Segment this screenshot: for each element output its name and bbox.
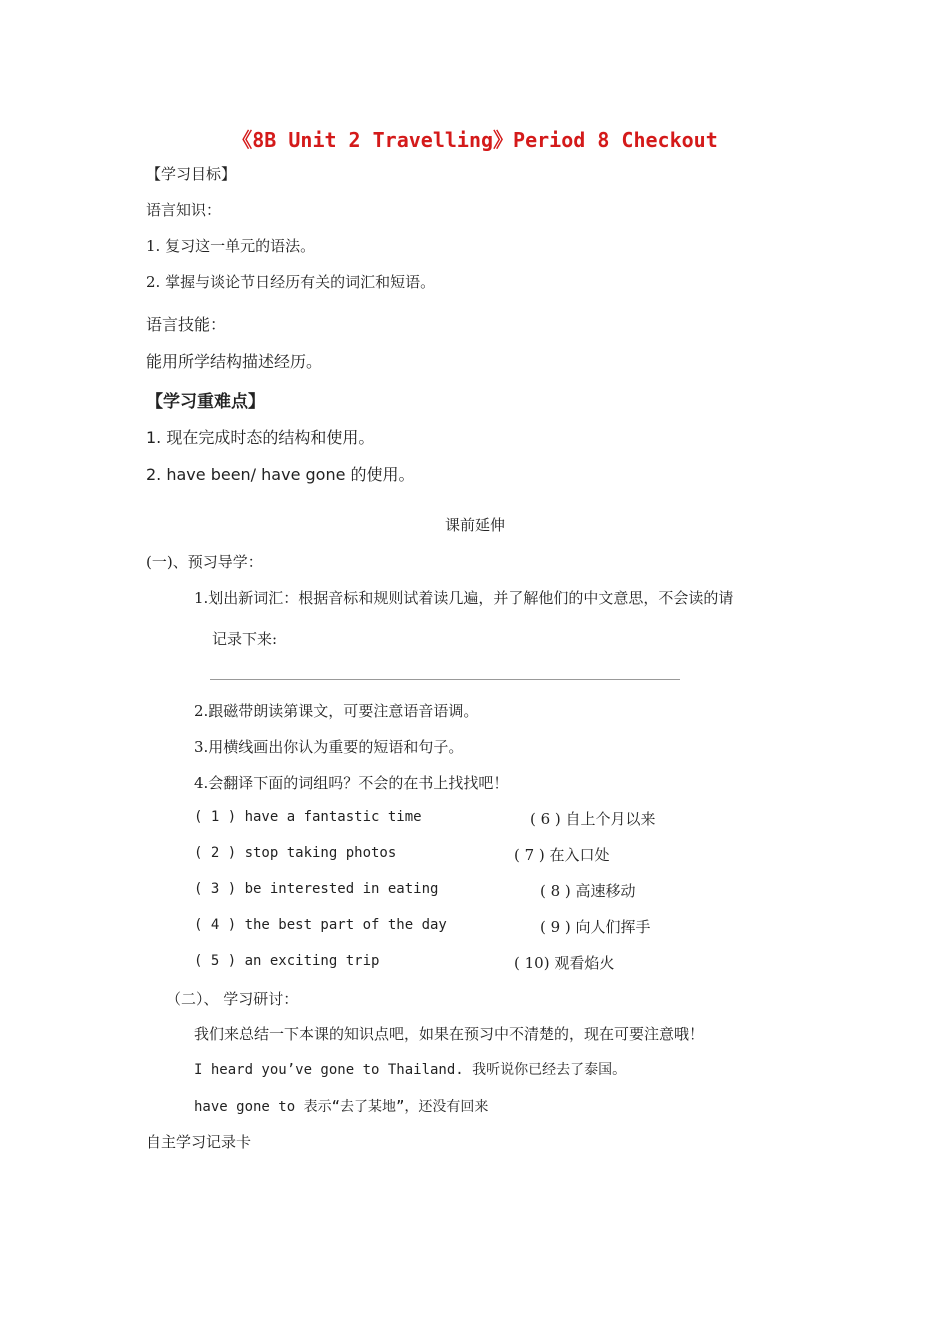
objectives-heading: 【学习目标】	[146, 165, 237, 183]
key-point-item: 1. 现在完成时态的结构和使用。	[146, 428, 375, 447]
study-note: have gone to 表示“去了某地”，还没有回来	[194, 1099, 489, 1115]
phrase-left: ( 3 ) be interested in eating	[194, 881, 439, 897]
phrase-left: ( 2 ) stop taking photos	[194, 845, 397, 861]
key-points-heading: 【学习重难点】	[146, 392, 265, 412]
phrase-left: ( 1 ) have a fantastic time	[194, 809, 422, 825]
language-knowledge-label: 语言知识：	[146, 201, 222, 219]
knowledge-item: 2. 掌握与谈论节日经历有关的词汇和短语。	[146, 273, 436, 291]
step2: 2.跟磁带朗读第课文，可要注意语音语调。	[194, 702, 479, 720]
phrase-left: ( 5 ) an exciting trip	[194, 953, 380, 969]
footer-label: 自主学习记录卡	[146, 1133, 252, 1151]
step4: 4.会翻译下面的词组吗？不会的在书上找找吧！	[194, 774, 509, 792]
phrase-left: ( 4 ) the best part of the day	[194, 917, 447, 933]
part2-label: （二）、 学习研讨：	[166, 990, 299, 1008]
phrase-right: ( 6 ) 自上个月以来	[530, 810, 656, 828]
answer-line	[210, 679, 680, 680]
language-skills-text: 能用所学结构描述经历。	[146, 352, 323, 371]
phrase-right: ( 9 ) 向人们挥手	[540, 918, 651, 936]
knowledge-item: 1. 复习这一单元的语法。	[146, 237, 316, 255]
step1-line1: 1.划出新词汇：根据音标和规则试着读几遍，并了解他们的中文意思，不会读的请	[194, 589, 734, 607]
study-intro: 我们来总结一下本课的知识点吧，如果在预习中不清楚的，现在可要注意哦！	[194, 1025, 705, 1043]
part1-label: (一)、预习导学：	[146, 553, 263, 571]
phrase-right: ( 8 ) 高速移动	[540, 882, 636, 900]
language-skills-label: 语言技能：	[146, 315, 227, 334]
page-title: 《8B Unit 2 Travelling》Period 8 Checkout	[232, 128, 718, 152]
section-heading-pre: 课前延伸	[444, 516, 505, 534]
step1-line2: 记录下来:	[212, 630, 278, 648]
study-example: I heard you’ve gone to Thailand. 我听说你已经去了泰国。	[194, 1062, 627, 1078]
step3: 3.用横线画出你认为重要的短语和句子。	[194, 738, 464, 756]
key-point-item: 2. have been/ have gone 的使用。	[146, 465, 415, 484]
phrase-right: ( 7 ) 在入口处	[514, 846, 610, 864]
phrase-right: ( 10) 观看焰火	[514, 954, 615, 972]
